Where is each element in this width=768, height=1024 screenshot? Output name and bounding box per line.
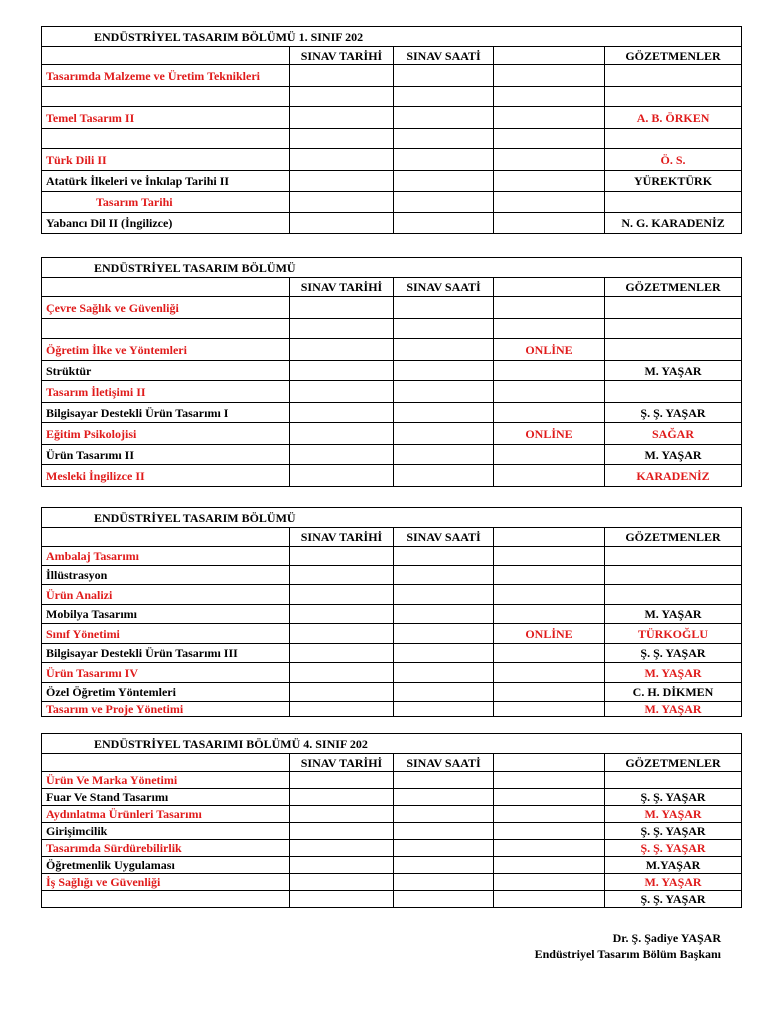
table-row (42, 423, 742, 445)
table-row (42, 624, 742, 644)
proctor-cell (605, 319, 742, 339)
exam-mode-cell (494, 547, 605, 566)
exam-time-cell (394, 381, 494, 403)
exam-date-cell (290, 149, 394, 171)
proctor-cell: C. H. DİKMEN (605, 683, 742, 702)
table-row (42, 213, 742, 234)
course-name: Aydınlatma Ürünleri Tasarımı (42, 806, 290, 823)
exam-time-cell (394, 789, 494, 806)
exam-mode-cell (494, 297, 605, 319)
exam-date-cell (290, 683, 394, 702)
exam-date-cell (290, 87, 394, 107)
column-header-row (42, 47, 742, 65)
table-row (42, 772, 742, 789)
exam-table-4 (41, 733, 742, 908)
header-exam-date: SINAV TARİHİ (290, 47, 394, 65)
exam-date-cell (290, 361, 394, 381)
proctor-cell: SAĞAR (605, 423, 742, 445)
proctor-cell (605, 585, 742, 605)
table-title: ENDÜSTRİYEL TASARIMI BÖLÜMÜ 4. SINIF 202 (42, 734, 742, 754)
table-title: ENDÜSTRİYEL TASARIM BÖLÜMÜ (42, 508, 742, 528)
header-note (494, 754, 605, 772)
exam-mode-cell: ONLİNE (494, 423, 605, 445)
course-name (42, 87, 290, 107)
table-row (42, 857, 742, 874)
column-header-row (42, 754, 742, 772)
exam-date-cell (290, 171, 394, 192)
exam-date-cell (290, 297, 394, 319)
signature-name: Dr. Ş. Şadiye YAŞAR (612, 931, 721, 945)
exam-table-2 (41, 257, 742, 487)
table-row (42, 403, 742, 423)
proctor-cell (605, 87, 742, 107)
proctor-cell: KARADENİZ (605, 465, 742, 487)
table-row (42, 547, 742, 566)
exam-date-cell (290, 403, 394, 423)
proctor-cell: M. YAŞAR (605, 663, 742, 683)
proctor-cell (605, 381, 742, 403)
table-title: ENDÜSTRİYEL TASARIM BÖLÜMÜ (42, 258, 742, 278)
exam-time-cell (394, 624, 494, 644)
exam-date-cell (290, 465, 394, 487)
exam-time-cell (394, 107, 494, 129)
table-row (42, 87, 742, 107)
exam-mode-cell (494, 840, 605, 857)
exam-date-cell (290, 663, 394, 683)
course-name: Ürün Analizi (42, 585, 290, 605)
exam-date-cell (290, 874, 394, 891)
exam-date-cell (290, 566, 394, 585)
exam-date-cell (290, 857, 394, 874)
proctor-cell (605, 339, 742, 361)
proctor-cell (605, 547, 742, 566)
proctor-cell: M. YAŞAR (605, 806, 742, 823)
header-exam-time: SINAV SAATİ (394, 278, 494, 297)
proctor-cell: M. YAŞAR (605, 605, 742, 624)
course-name: Yabancı Dil II (İngilizce) (42, 213, 290, 234)
proctor-cell: M. YAŞAR (605, 361, 742, 381)
exam-time-cell (394, 840, 494, 857)
course-name: Fuar Ve Stand Tasarımı (42, 789, 290, 806)
course-name: İllüstrasyon (42, 566, 290, 585)
exam-date-cell (290, 381, 394, 403)
exam-date-cell (290, 65, 394, 87)
exam-mode-cell (494, 192, 605, 213)
header-note (494, 278, 605, 297)
exam-date-cell (290, 644, 394, 663)
header-exam-date: SINAV TARİHİ (290, 528, 394, 547)
table-row (42, 823, 742, 840)
exam-time-cell (394, 192, 494, 213)
course-name: Tasarımda Malzeme ve Üretim Teknikleri (42, 65, 290, 87)
exam-date-cell (290, 823, 394, 840)
exam-date-cell (290, 107, 394, 129)
proctor-cell: TÜRKOĞLU (605, 624, 742, 644)
header-proctors: GÖZETMENLER (605, 278, 742, 297)
header-proctors: GÖZETMENLER (605, 47, 742, 65)
header-note (494, 47, 605, 65)
table-row (42, 663, 742, 683)
exam-date-cell (290, 624, 394, 644)
exam-mode-cell (494, 683, 605, 702)
course-name: Türk Dili II (42, 149, 290, 171)
exam-time-cell (394, 663, 494, 683)
exam-date-cell (290, 605, 394, 624)
exam-time-cell (394, 465, 494, 487)
proctor-cell (605, 192, 742, 213)
course-name: Eğitim Psikolojisi (42, 423, 290, 445)
exam-date-cell (290, 547, 394, 566)
table-row (42, 702, 742, 717)
exam-date-cell (290, 213, 394, 234)
exam-mode-cell (494, 663, 605, 683)
exam-date-cell (290, 702, 394, 717)
course-name: Sınıf Yönetimi (42, 624, 290, 644)
course-name (42, 129, 290, 149)
exam-date-cell (290, 423, 394, 445)
exam-time-cell (394, 857, 494, 874)
exam-time-cell (394, 874, 494, 891)
course-name: Tasarım ve Proje Yönetimi (42, 702, 290, 717)
header-proctors: GÖZETMENLER (605, 754, 742, 772)
exam-date-cell (290, 585, 394, 605)
exam-date-cell (290, 129, 394, 149)
course-name: Mobilya Tasarımı (42, 605, 290, 624)
table-row (42, 381, 742, 403)
table-row (42, 566, 742, 585)
exam-date-cell (290, 192, 394, 213)
exam-date-cell (290, 840, 394, 857)
exam-mode-cell (494, 361, 605, 381)
exam-mode-cell (494, 403, 605, 423)
exam-mode-cell (494, 213, 605, 234)
table-row (42, 840, 742, 857)
table-row (42, 789, 742, 806)
proctor-cell (605, 772, 742, 789)
header-course (42, 754, 290, 772)
exam-time-cell (394, 129, 494, 149)
exam-time-cell (394, 683, 494, 702)
header-exam-time: SINAV SAATİ (394, 528, 494, 547)
exam-mode-cell (494, 605, 605, 624)
course-name: Bilgisayar Destekli Ürün Tasarımı I (42, 403, 290, 423)
exam-table-1 (41, 26, 742, 234)
exam-mode-cell (494, 823, 605, 840)
course-name (42, 891, 290, 908)
exam-time-cell (394, 445, 494, 465)
header-exam-date: SINAV TARİHİ (290, 754, 394, 772)
exam-time-cell (394, 772, 494, 789)
exam-time-cell (394, 423, 494, 445)
exam-time-cell (394, 171, 494, 192)
exam-time-cell (394, 806, 494, 823)
proctor-cell (605, 566, 742, 585)
exam-time-cell (394, 213, 494, 234)
course-name: Tasarım İletişimi II (42, 381, 290, 403)
proctor-cell (605, 297, 742, 319)
table-row (42, 891, 742, 908)
exam-date-cell (290, 772, 394, 789)
proctor-cell: Ş. Ş. YAŞAR (605, 840, 742, 857)
table-row (42, 319, 742, 339)
course-name: Atatürk İlkeleri ve İnkılap Tarihi II (42, 171, 290, 192)
exam-time-cell (394, 87, 494, 107)
course-name: Mesleki İngilizce II (42, 465, 290, 487)
table-row (42, 171, 742, 192)
proctor-cell: Ö. S. (605, 149, 742, 171)
course-name: Girişimcilik (42, 823, 290, 840)
exam-time-cell (394, 585, 494, 605)
course-name: Özel Öğretim Yöntemleri (42, 683, 290, 702)
header-proctors: GÖZETMENLER (605, 528, 742, 547)
course-name: Öğretmenlik Uygulaması (42, 857, 290, 874)
exam-date-cell (290, 806, 394, 823)
proctor-cell: M.YAŞAR (605, 857, 742, 874)
exam-mode-cell (494, 891, 605, 908)
header-course (42, 278, 290, 297)
proctor-cell: Ş. Ş. YAŞAR (605, 823, 742, 840)
course-name: Ürün Tasarımı IV (42, 663, 290, 683)
course-name: Ambalaj Tasarımı (42, 547, 290, 566)
exam-time-cell (394, 403, 494, 423)
course-name (42, 319, 290, 339)
exam-mode-cell (494, 465, 605, 487)
course-name: İş Sağlığı ve Güvenliği (42, 874, 290, 891)
header-exam-time: SINAV SAATİ (394, 47, 494, 65)
exam-mode-cell (494, 149, 605, 171)
course-name: Ürün Tasarımı II (42, 445, 290, 465)
exam-mode-cell: ONLİNE (494, 624, 605, 644)
exam-time-cell (394, 319, 494, 339)
exam-mode-cell (494, 171, 605, 192)
exam-date-cell (290, 891, 394, 908)
table-row (42, 65, 742, 87)
header-exam-time: SINAV SAATİ (394, 754, 494, 772)
proctor-cell: M. YAŞAR (605, 445, 742, 465)
table-title: ENDÜSTRİYEL TASARIM BÖLÜMÜ 1. SINIF 202 (42, 27, 742, 47)
exam-mode-cell (494, 65, 605, 87)
column-header-row (42, 528, 742, 547)
exam-mode-cell (494, 87, 605, 107)
proctor-cell: M. YAŞAR (605, 702, 742, 717)
exam-mode-cell (494, 806, 605, 823)
course-name: Çevre Sağlık ve Güvenliği (42, 297, 290, 319)
course-name: Ürün Ve Marka Yönetimi (42, 772, 290, 789)
table-row (42, 806, 742, 823)
exam-mode-cell (494, 381, 605, 403)
table-row (42, 605, 742, 624)
proctor-cell: Ş. Ş. YAŞAR (605, 644, 742, 663)
proctor-cell: Ş. Ş. YAŞAR (605, 403, 742, 423)
exam-time-cell (394, 149, 494, 171)
exam-time-cell (394, 702, 494, 717)
exam-mode-cell (494, 107, 605, 129)
course-name: Strüktür (42, 361, 290, 381)
header-course (42, 47, 290, 65)
proctor-cell: M. YAŞAR (605, 874, 742, 891)
exam-time-cell (394, 65, 494, 87)
exam-time-cell (394, 339, 494, 361)
table-row (42, 585, 742, 605)
table-row (42, 297, 742, 319)
exam-mode-cell (494, 874, 605, 891)
table-row (42, 149, 742, 171)
exam-mode-cell (494, 772, 605, 789)
exam-mode-cell (494, 566, 605, 585)
header-exam-date: SINAV TARİHİ (290, 278, 394, 297)
header-course (42, 528, 290, 547)
exam-time-cell (394, 566, 494, 585)
exam-mode-cell (494, 445, 605, 465)
exam-time-cell (394, 644, 494, 663)
proctor-cell: A. B. ÖRKEN (605, 107, 742, 129)
course-name: Temel Tasarım II (42, 107, 290, 129)
proctor-cell (605, 65, 742, 87)
proctor-cell: YÜREKTÜRK (605, 171, 742, 192)
exam-mode-cell (494, 857, 605, 874)
table-row (42, 361, 742, 381)
exam-time-cell (394, 605, 494, 624)
exam-date-cell (290, 339, 394, 361)
exam-mode-cell (494, 319, 605, 339)
exam-time-cell (394, 823, 494, 840)
exam-time-cell (394, 297, 494, 319)
proctor-cell: Ş. Ş. YAŞAR (605, 891, 742, 908)
exam-date-cell (290, 789, 394, 806)
table-row (42, 129, 742, 149)
course-name: Bilgisayar Destekli Ürün Tasarımı III (42, 644, 290, 663)
exam-time-cell (394, 361, 494, 381)
column-header-row (42, 278, 742, 297)
table-row (42, 465, 742, 487)
exam-time-cell (394, 547, 494, 566)
proctor-cell (605, 129, 742, 149)
exam-date-cell (290, 319, 394, 339)
exam-mode-cell (494, 702, 605, 717)
exam-table-3 (41, 507, 742, 717)
course-name: Tasarım Tarihi (42, 192, 290, 213)
exam-mode-cell (494, 585, 605, 605)
table-row (42, 874, 742, 891)
exam-mode-cell (494, 644, 605, 663)
header-note (494, 528, 605, 547)
exam-mode-cell (494, 789, 605, 806)
table-row (42, 445, 742, 465)
proctor-cell: N. G. KARADENİZ (605, 213, 742, 234)
table-row (42, 339, 742, 361)
table-row (42, 683, 742, 702)
exam-mode-cell: ONLİNE (494, 339, 605, 361)
table-row (42, 644, 742, 663)
signature-title: Endüstriyel Tasarım Bölüm Başkanı (534, 947, 721, 961)
table-row (42, 107, 742, 129)
table-row (42, 192, 742, 213)
signature-block (535, 930, 721, 962)
course-name: Öğretim İlke ve Yöntemleri (42, 339, 290, 361)
exam-time-cell (394, 891, 494, 908)
proctor-cell: Ş. Ş. YAŞAR (605, 789, 742, 806)
exam-mode-cell (494, 129, 605, 149)
exam-date-cell (290, 445, 394, 465)
course-name: Tasarımda Sürdürebilirlik (42, 840, 290, 857)
